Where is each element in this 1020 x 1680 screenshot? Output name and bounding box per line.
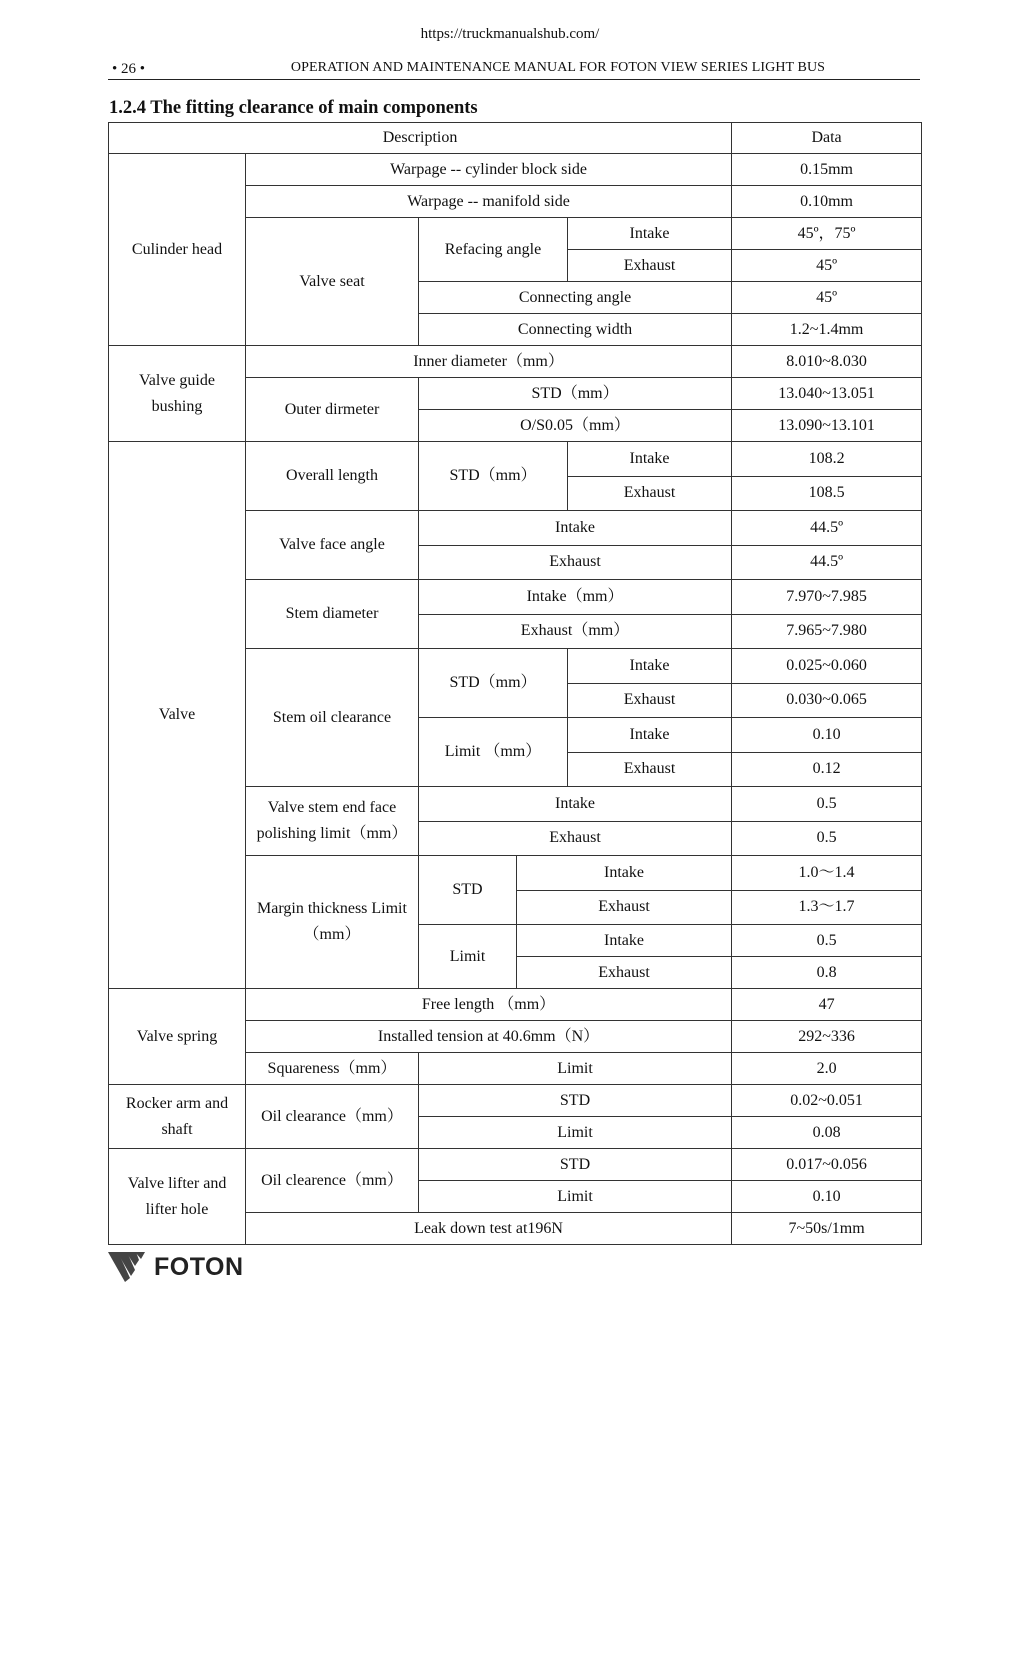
data-cell: 0.10: [732, 718, 922, 753]
sub-label: Valve stem end face polishing limit（mm）: [246, 787, 419, 856]
page-header: [108, 58, 920, 80]
row-label: STD: [419, 1085, 732, 1117]
data-cell: 2.0: [732, 1053, 922, 1085]
data-cell: 0.5: [732, 787, 922, 822]
row-label: Intake: [568, 649, 732, 684]
row-label: Exhaust: [517, 957, 732, 989]
group-label: Valve: [109, 442, 246, 989]
row-label: Limit: [419, 1053, 732, 1085]
data-cell: 0.8: [732, 957, 922, 989]
row-label: Free length （mm）: [246, 989, 732, 1021]
data-cell: 1.0～1.4: [732, 856, 922, 891]
data-cell: 45º: [732, 250, 922, 282]
data-cell: 0.02~0.051: [732, 1085, 922, 1117]
group-label: Valve spring: [109, 989, 246, 1085]
sub-label: Oil clearence（mm）: [246, 1149, 419, 1213]
sub-label: Valve seat: [246, 218, 419, 346]
sub-label: Refacing angle: [419, 218, 568, 282]
row-label: Intake: [568, 718, 732, 753]
data-cell: 13.040~13.051: [732, 378, 922, 410]
data-cell: 0.15mm: [732, 154, 922, 186]
sub-label: STD（mm）: [419, 649, 568, 718]
row-label: Exhaust: [419, 821, 732, 856]
row-label: Installed tension at 40.6mm（N）: [246, 1021, 732, 1053]
data-cell: 44.5º: [732, 545, 922, 580]
sub-label: Outer dirmeter: [246, 378, 419, 442]
row-label: Intake: [419, 787, 732, 822]
row-label: Exhaust: [419, 545, 732, 580]
data-cell: 0.5: [732, 925, 922, 957]
page-number: • 26 •: [112, 61, 146, 77]
row-label: Intake: [568, 218, 732, 250]
row-label: Squareness（mm）: [246, 1053, 419, 1085]
sub-label: Margin thickness Limit（mm）: [246, 856, 419, 989]
row-label: Intake: [419, 511, 732, 546]
data-cell: 0.10mm: [732, 186, 922, 218]
sub-label: STD: [419, 856, 517, 925]
table-row: [109, 1085, 922, 1117]
table-row: [109, 989, 922, 1021]
row-label: Warpage -- cylinder block side: [246, 154, 732, 186]
data-cell: 7.965~7.980: [732, 614, 922, 649]
row-label: Exhaust: [568, 250, 732, 282]
row-label: Exhaust（mm）: [419, 614, 732, 649]
sub-label: Oil clearance（mm）: [246, 1085, 419, 1149]
data-cell: 0.10: [732, 1181, 922, 1213]
sub-label: Stem oil clearance: [246, 649, 419, 787]
row-label: Leak down test at196N: [246, 1213, 732, 1245]
data-cell: 0.030~0.065: [732, 683, 922, 718]
group-label: Rocker arm and shaft: [109, 1085, 246, 1149]
sub-label: STD（mm）: [419, 442, 568, 511]
row-label: Connecting width: [419, 314, 732, 346]
row-label: Exhaust: [568, 476, 732, 511]
data-cell: 7~50s/1mm: [732, 1213, 922, 1245]
sub-label: Valve face angle: [246, 511, 419, 580]
sub-label: Stem diameter: [246, 580, 419, 649]
data-cell: 8.010~8.030: [732, 346, 922, 378]
foton-wordmark: FOTON: [154, 1253, 244, 1281]
group-label: Culinder head: [109, 154, 246, 346]
foton-logo: [108, 1248, 278, 1284]
data-cell: 45º，75º: [732, 218, 922, 250]
running-title: OPERATION AND MAINTENANCE MANUAL FOR FOTON VIEW SERIES LIGHT BUS: [290, 60, 826, 75]
row-label: Warpage -- manifold side: [246, 186, 732, 218]
table-row: [109, 442, 922, 477]
table-row: [109, 1149, 922, 1181]
row-label: Connecting angle: [419, 282, 732, 314]
data-cell: 0.025~0.060: [732, 649, 922, 684]
row-label: Exhaust: [568, 752, 732, 787]
sub-label: Overall length: [246, 442, 419, 511]
data-cell: 1.3～1.7: [732, 890, 922, 925]
data-cell: 108.5: [732, 476, 922, 511]
section-title: 1.2.4 The fitting clearance of main components: [109, 98, 478, 118]
data-cell: 7.970~7.985: [732, 580, 922, 615]
row-label: Exhaust: [517, 890, 732, 925]
row-label: Intake（mm）: [419, 580, 732, 615]
row-label: STD: [419, 1149, 732, 1181]
header-data: Data: [732, 123, 922, 154]
row-label: Limit: [419, 1117, 732, 1149]
data-cell: 292~336: [732, 1021, 922, 1053]
data-cell: 47: [732, 989, 922, 1021]
fitting-clearance-table: [108, 122, 922, 1245]
data-cell: 108.2: [732, 442, 922, 477]
sub-label: Limit: [419, 925, 517, 989]
data-cell: 13.090~13.101: [732, 410, 922, 442]
table-header-row: [109, 123, 922, 154]
group-label: Valve guide bushing: [109, 346, 246, 442]
group-label: Valve lifter and lifter hole: [109, 1149, 246, 1245]
data-cell: 45º: [732, 282, 922, 314]
row-label: Intake: [568, 442, 732, 477]
data-cell: 1.2~1.4mm: [732, 314, 922, 346]
row-label: Exhaust: [568, 683, 732, 718]
sub-label: Limit （mm）: [419, 718, 568, 787]
data-cell: 44.5º: [732, 511, 922, 546]
row-label: O/S0.05（mm）: [419, 410, 732, 442]
row-label: STD（mm）: [419, 378, 732, 410]
data-cell: 0.12: [732, 752, 922, 787]
table-row: [109, 154, 922, 186]
row-label: Inner diameter（mm）: [246, 346, 732, 378]
foton-emblem-icon: [108, 1252, 145, 1282]
row-label: Limit: [419, 1181, 732, 1213]
data-cell: 0.08: [732, 1117, 922, 1149]
row-label: Intake: [517, 925, 732, 957]
header-description: Description: [109, 123, 732, 154]
data-cell: 0.5: [732, 821, 922, 856]
source-url: https://truckmanualshub.com/: [420, 26, 600, 42]
row-label: Intake: [517, 856, 732, 891]
data-cell: 0.017~0.056: [732, 1149, 922, 1181]
table-row: [109, 346, 922, 378]
